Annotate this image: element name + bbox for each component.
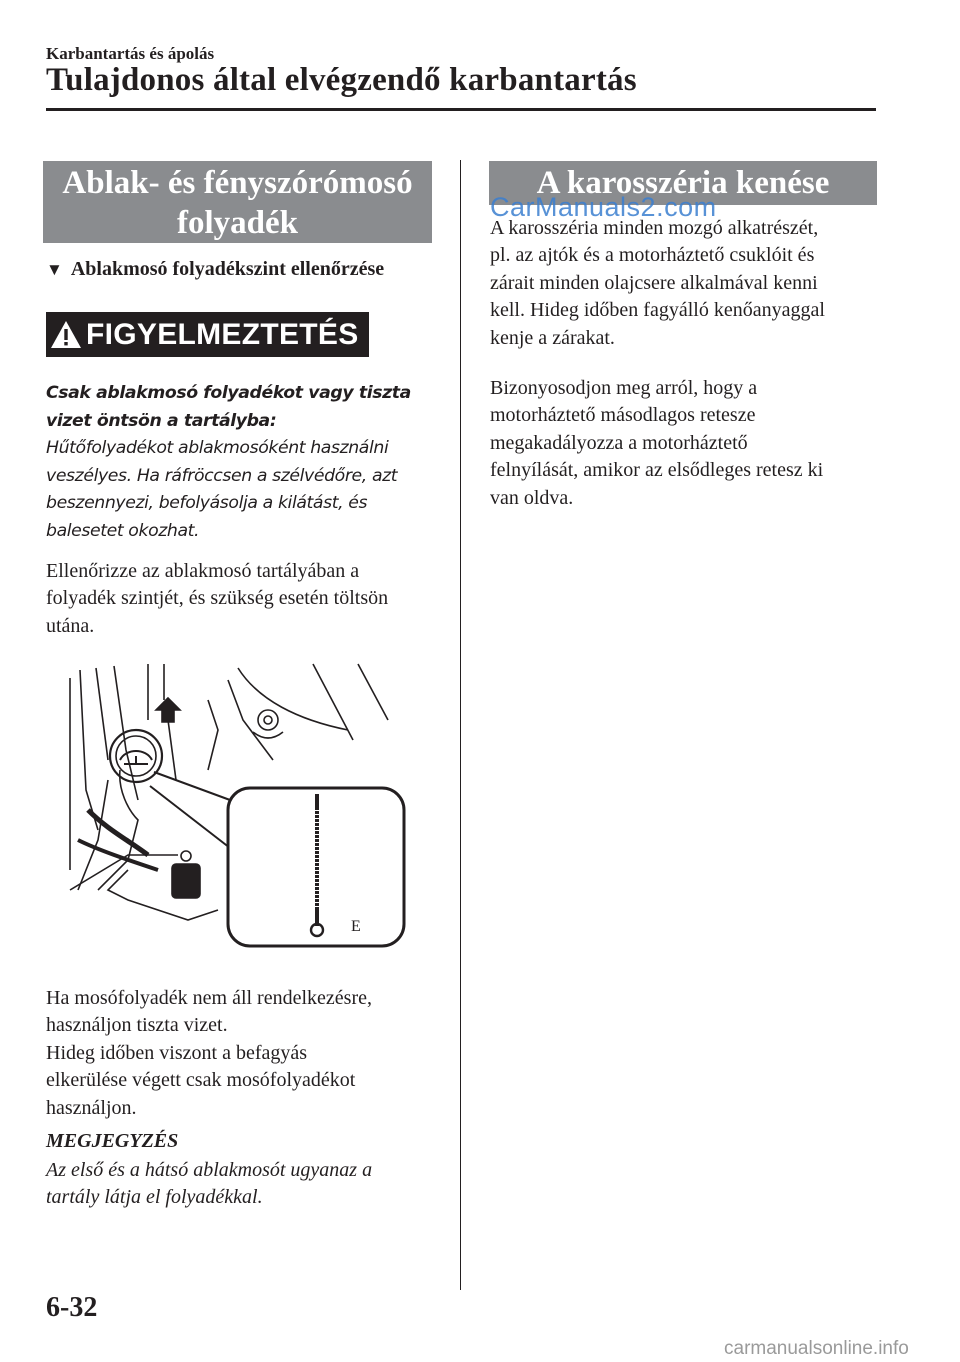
text-line: van oldva. [490, 486, 574, 509]
text-line: utána. [46, 614, 95, 637]
text-line: használjon. [46, 1096, 137, 1119]
warning-line: beszennyezi, befolyásolja a kilátást, és [46, 493, 368, 513]
footer-site-link[interactable]: carmanualsonline.info [724, 1338, 909, 1359]
subheading-text: Ablakmosó folyadékszint ellenőrzése [70, 258, 385, 280]
text-line: motorháztető másodlagos retesze [490, 404, 756, 427]
text-line: Hideg időben viszont a befagyás [46, 1041, 308, 1064]
column-divider [460, 160, 461, 1290]
warning-line: veszélyes. Ha ráfröccsen a szélvédőre, azt [46, 465, 398, 486]
section-title-line2: folyadék [176, 205, 298, 241]
section-title-line1: Ablak- és fényszórómosó [62, 165, 413, 201]
warning-line: balesetet okozhat. [46, 520, 200, 541]
paragraph-lubrication [490, 215, 880, 352]
warning-banner [46, 312, 369, 357]
text-line: Ha mosófolyadék nem áll rendelkezésre, [46, 987, 372, 1009]
section-title-body-lubrication: A karosszéria kenése [489, 161, 877, 205]
triangle-down-icon: ▼ [46, 260, 63, 279]
text-line: tartály látja el folyadékkal. [46, 1186, 263, 1209]
text-line: pl. az ajtók és a motorháztető csuklóit és [490, 244, 815, 267]
warning-text [46, 380, 436, 545]
note-title: MEGJEGYZÉS [46, 1130, 179, 1152]
figure-label-e: E [351, 918, 361, 935]
text-line: zárait minden olajcsere alkalmával kenni [490, 271, 818, 294]
page-number: 6-32 [46, 1292, 98, 1323]
warning-bold-line: vizet öntsön a tartályba: [46, 410, 277, 431]
text-line: felnyílását, amikor az elsődleges retesz ki [490, 459, 824, 482]
washer-reservoir-illustration [68, 660, 408, 950]
text-line: használjon tiszta vizet. [46, 1014, 228, 1037]
note-text [46, 1157, 446, 1212]
text-line: kenje a zárakat. [490, 326, 615, 349]
paragraph-substitute-fluid [46, 985, 446, 1122]
text-line: kell. Hideg időben fagyálló kenőanyaggal [490, 299, 825, 322]
warning-label: FIGYELMEZTETÉS [86, 317, 359, 351]
section-title-washer-fluid [43, 161, 432, 243]
text-line: Az első és a hátsó ablakmosót ugyanaz a [46, 1159, 373, 1181]
text-line: elkerülése végett csak mosófolyadékot [46, 1069, 356, 1092]
warning-line: Hűtőfolyadékot ablakmosóként használni [46, 438, 389, 458]
text-line: Ellenőrizze az ablakmosó tartályában a [46, 560, 360, 582]
text-line: A karosszéria minden mozgó alkatrészét, [490, 217, 819, 239]
warning-triangle-icon [46, 312, 86, 357]
watermark-logo: CarManuals2.com [490, 192, 717, 222]
header-rule [46, 108, 876, 111]
breadcrumb: Karbantartás és ápolás [46, 44, 215, 63]
chapter-title: Tulajdonos által elvégzendő karbantartás [46, 62, 637, 98]
paragraph-check-level [46, 558, 446, 640]
text-line: folyadék szintjét, és szükség esetén töltsön [46, 587, 389, 610]
subheading-fluid-level-check [46, 258, 384, 281]
warning-bold-line: Csak ablakmosó folyadékot vagy tiszta [46, 383, 411, 403]
paragraph-hood-latch [490, 375, 880, 512]
text-line: megakadályozza a motorháztető [490, 431, 748, 454]
text-line: Bizonyosodjon meg arról, hogy a [490, 377, 758, 399]
